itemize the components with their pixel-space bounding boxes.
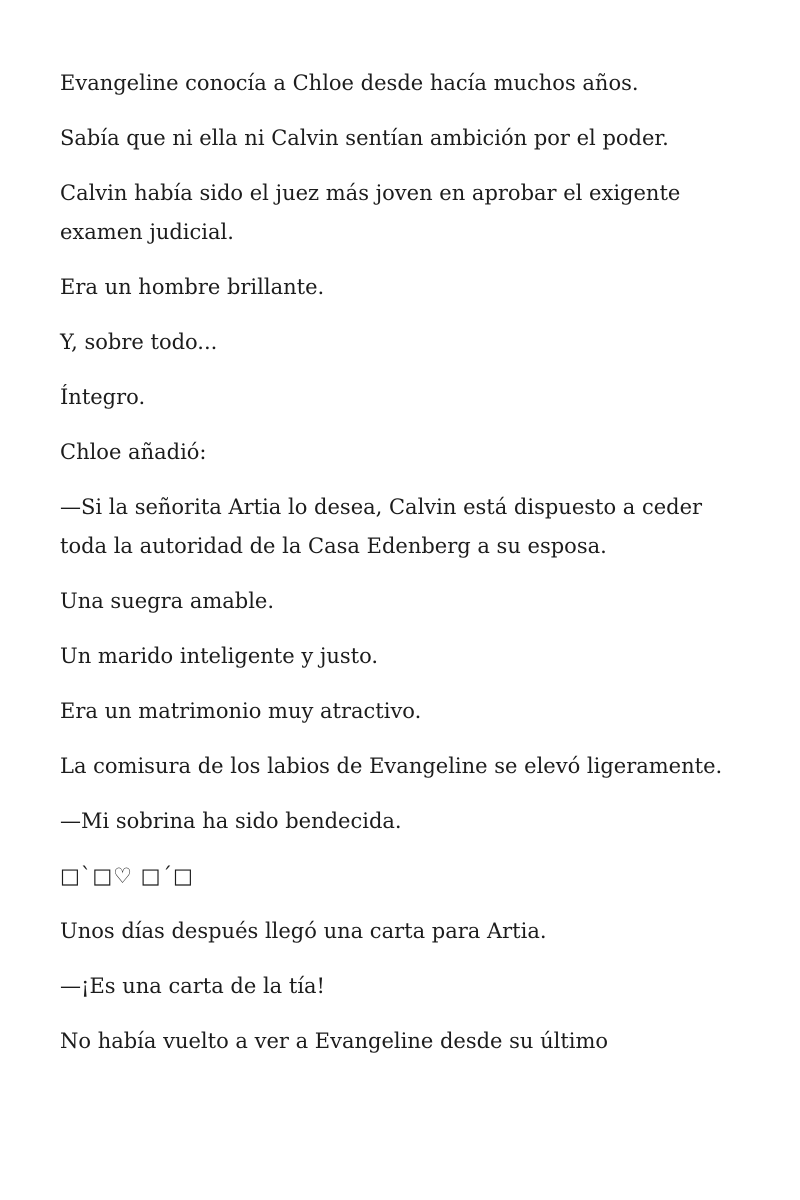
paragraph: Una suegra amable.	[60, 589, 275, 613]
paragraph: La comisura de los labios de Evangeline se elevó ligeramente.	[60, 754, 723, 778]
paragraph: —Mi sobrina ha sido bendecida.	[60, 809, 402, 833]
paragraph: Íntegro.	[60, 385, 146, 409]
paragraph: Era un matrimonio muy atractivo.	[60, 699, 422, 723]
paragraph: Sabía que ni ella ni Calvin sentían ambición por el poder.	[60, 126, 669, 150]
paragraph: Un marido inteligente y justo.	[60, 644, 379, 668]
paragraph: Evangeline conocía a Chloe desde hacía muchos años.	[60, 71, 639, 95]
paragraph: Calvin había sido el juez más joven en aprobar el exigente examen judicial.	[60, 181, 681, 244]
document-body	[60, 64, 750, 1077]
scene-divider: □`□♡ □´□	[60, 864, 194, 888]
paragraph: Chloe añadió:	[60, 440, 207, 464]
paragraph: Unos días después llegó una carta para Artia.	[60, 919, 547, 943]
paragraph: —Si la señorita Artia lo desea, Calvin está dispuesto a ceder toda la autoridad de la Casa Edenberg a su esposa.	[60, 495, 703, 558]
paragraph: Era un hombre brillante.	[60, 275, 325, 299]
paragraph: —¡Es una carta de la tía!	[60, 974, 325, 998]
paragraph: No había vuelto a ver a Evangeline desde su último	[60, 1029, 609, 1053]
paragraph: Y, sobre todo...	[60, 330, 218, 354]
